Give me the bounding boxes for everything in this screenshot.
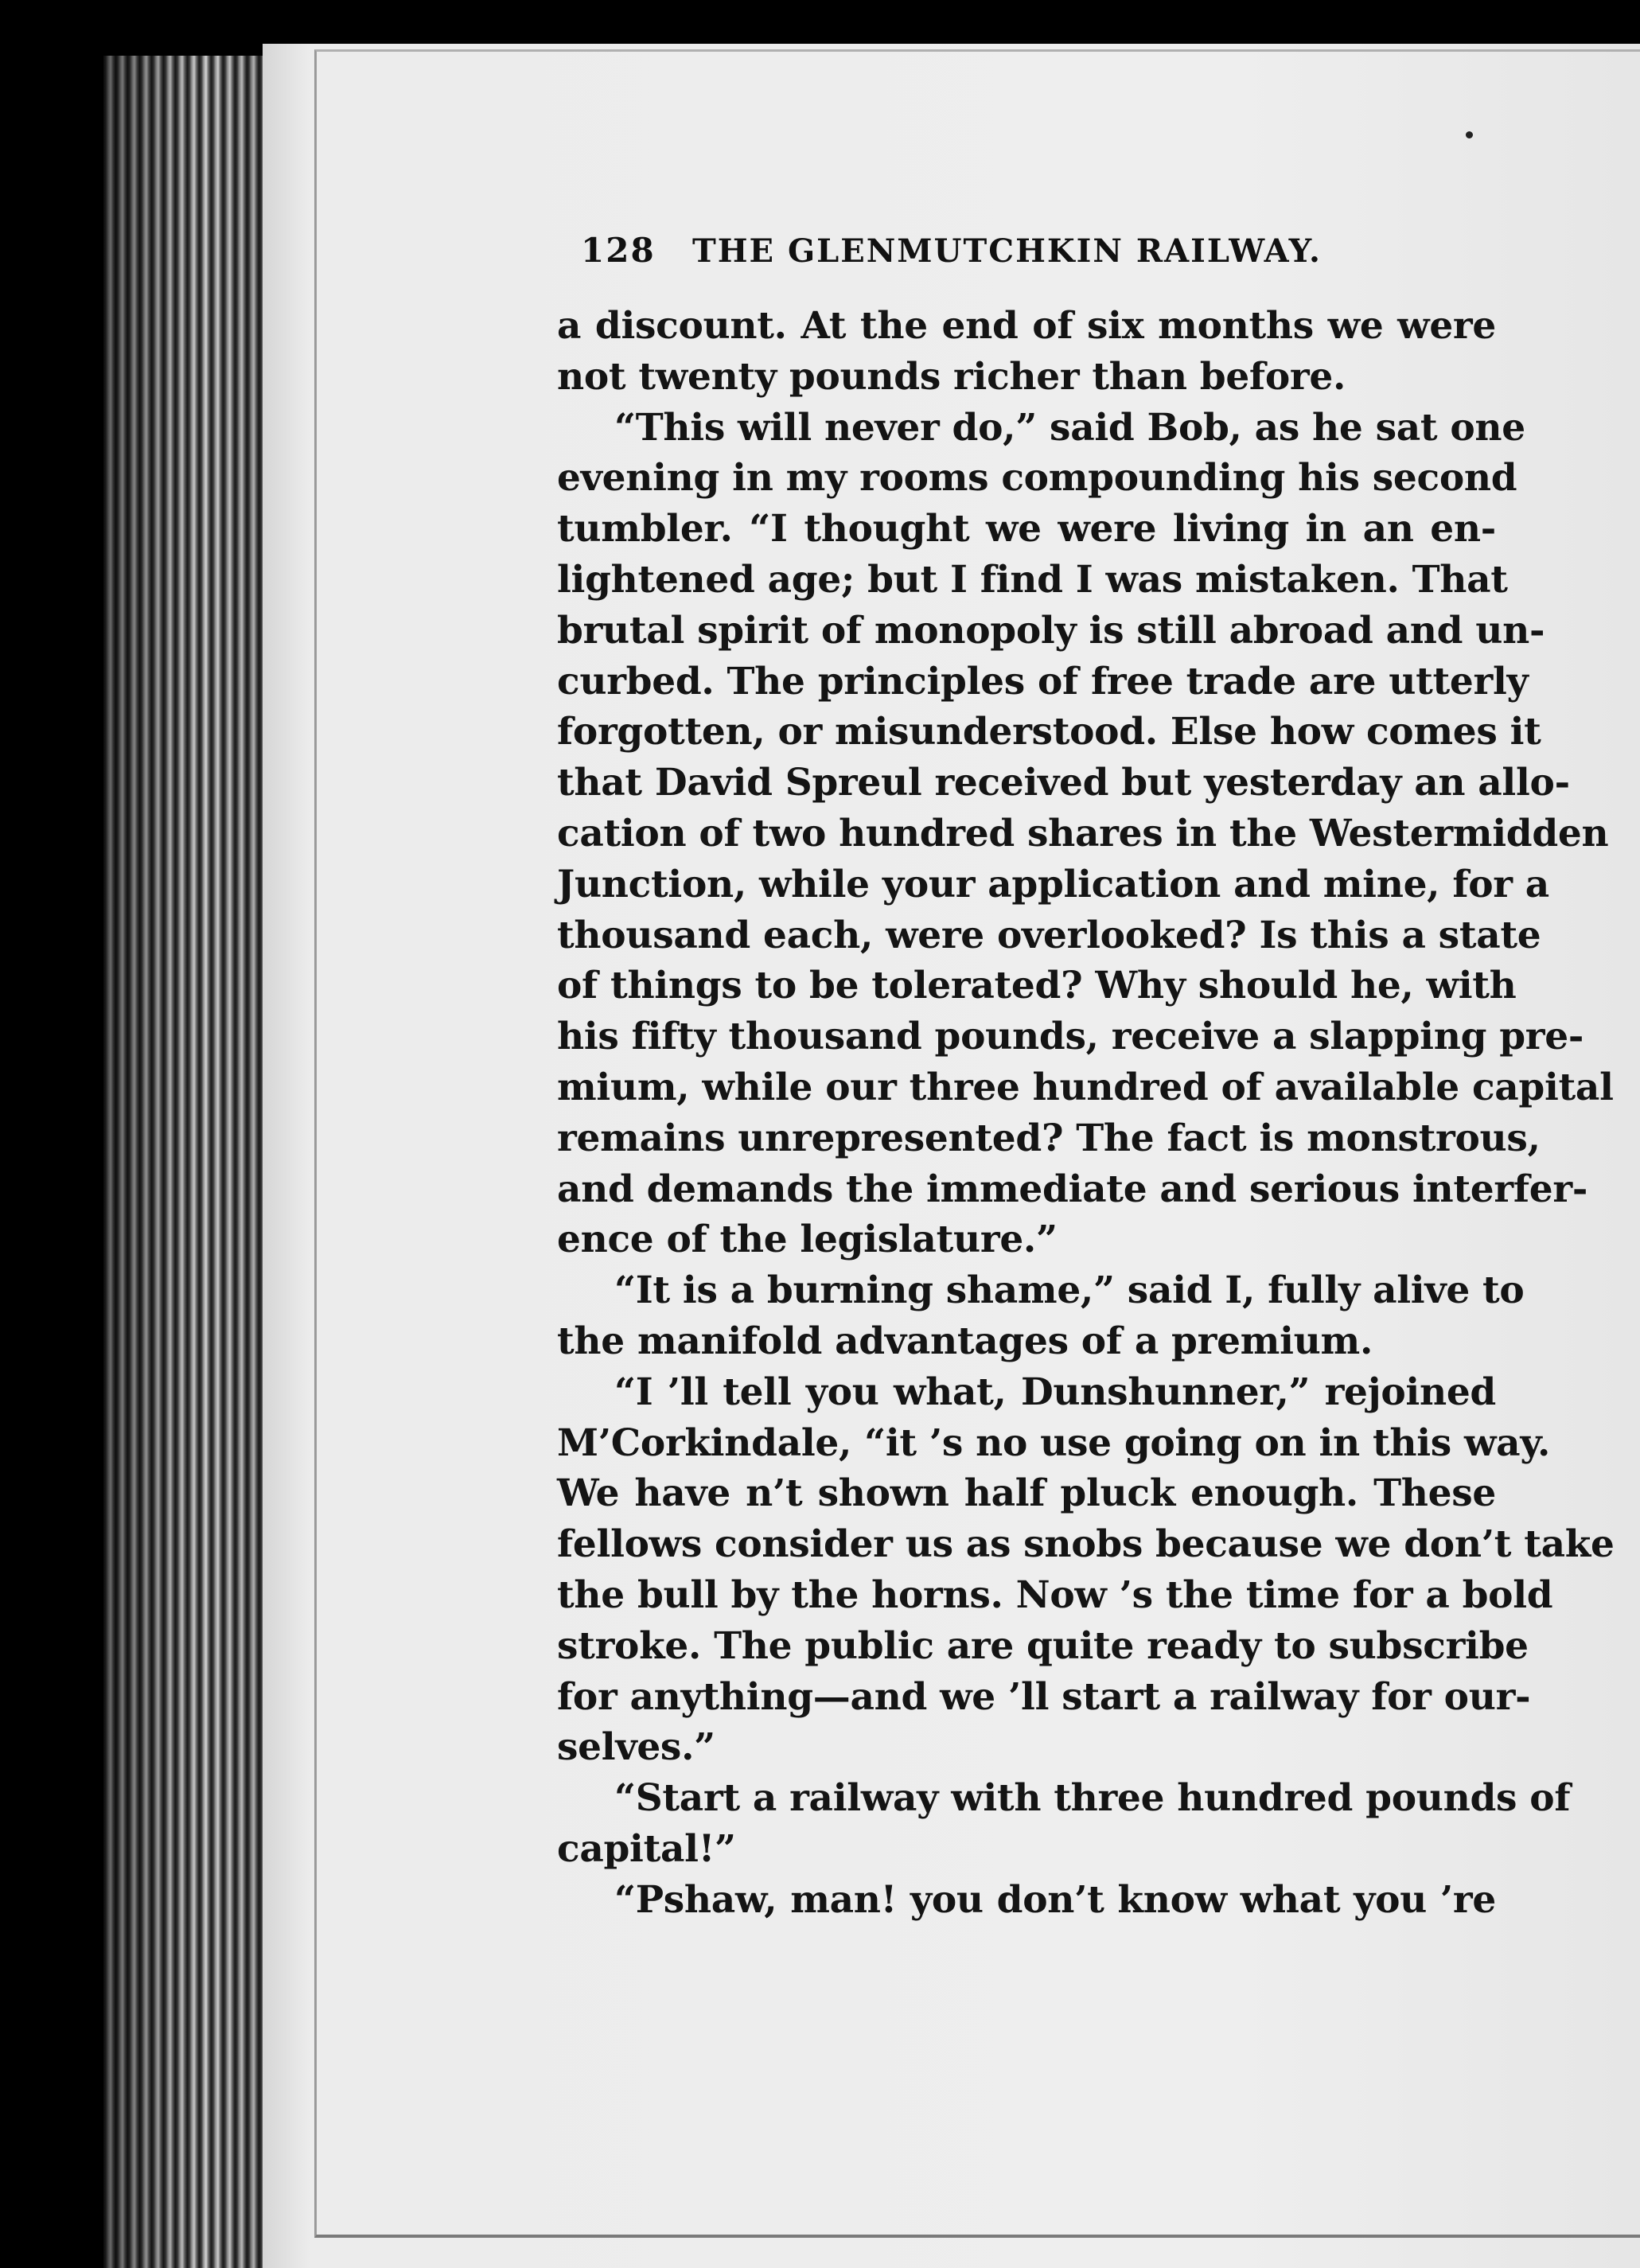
text-line: “I ’ll tell you what, Dunshunner,” rejoined: [614, 1370, 1496, 1414]
text-line: Junction, while your application and mine, for a: [557, 862, 1549, 906]
running-title: THE GLENMUTCHKIN RAILWAY.: [692, 232, 1322, 270]
text-line: stroke. The public are quite ready to subscribe: [557, 1623, 1529, 1668]
body-text: [557, 301, 1615, 1926]
text-line: of things to be tolerated? Why should he, with: [557, 964, 1517, 1008]
text-line: not twenty pounds richer than before.: [557, 354, 1346, 399]
text-line: thousand each, were overlooked? Is this a state: [557, 913, 1541, 957]
text-line: “It is a burning shame,” said I, fully alive to: [614, 1268, 1525, 1313]
text-line: M’Corkindale, “it ’s no use going on in this way.: [557, 1420, 1551, 1465]
text-line: We have n’t shown half pluck enough. These: [557, 1471, 1496, 1516]
text-line: that David Spreul received but yesterday an allo-: [557, 761, 1570, 805]
text-line: tumbler. “I thought we were living in an en-: [557, 507, 1496, 551]
text-line: evening in my rooms compounding his second: [557, 456, 1517, 501]
text-line: ence of the legislature.”: [557, 1218, 1058, 1262]
text-line: cation of two hundred shares in the Westermidden: [557, 811, 1609, 855]
text-line: his fifty thousand pounds, receive a slapping pre-: [557, 1015, 1584, 1059]
text-line: brutal spirit of monopoly is still abroad and un-: [557, 608, 1545, 653]
text-line: selves.”: [557, 1725, 715, 1770]
text-line: forgotten, or misunderstood. Else how comes it: [557, 710, 1541, 754]
text-line: capital!”: [557, 1826, 736, 1871]
text-line: “This will never do,” said Bob, as he sat one: [614, 405, 1525, 450]
text-line: “Pshaw, man! you don’t know what you ’re: [614, 1877, 1496, 1922]
text-line: lightened age; but I find I was mistaken. That: [557, 557, 1508, 602]
text-line: the bull by the horns. Now ’s the time for a bold: [557, 1572, 1553, 1617]
page-number: 128: [581, 231, 656, 270]
gutter-shadow: [103, 56, 275, 2268]
text-line: “Start a railway with three hundred pounds of: [614, 1776, 1571, 1821]
text-line: curbed. The principles of free trade are utterly: [557, 659, 1529, 703]
ink-speck: [1466, 131, 1473, 138]
text-line: mium, while our three hundred of available capital: [557, 1065, 1614, 1109]
text-line: the manifold advantages of a premium.: [557, 1319, 1373, 1363]
text-line: remains unrepresented? The fact is monstrous,: [557, 1116, 1541, 1160]
text-line: fellows consider us as snobs because we don’t take: [557, 1522, 1615, 1567]
text-line: and demands the immediate and serious interfer-: [557, 1167, 1588, 1211]
text-line: for anything—and we ’ll start a railway for our-: [557, 1674, 1531, 1719]
running-head: [581, 231, 1496, 279]
text-line: a discount. At the end of six months we were: [557, 304, 1496, 348]
